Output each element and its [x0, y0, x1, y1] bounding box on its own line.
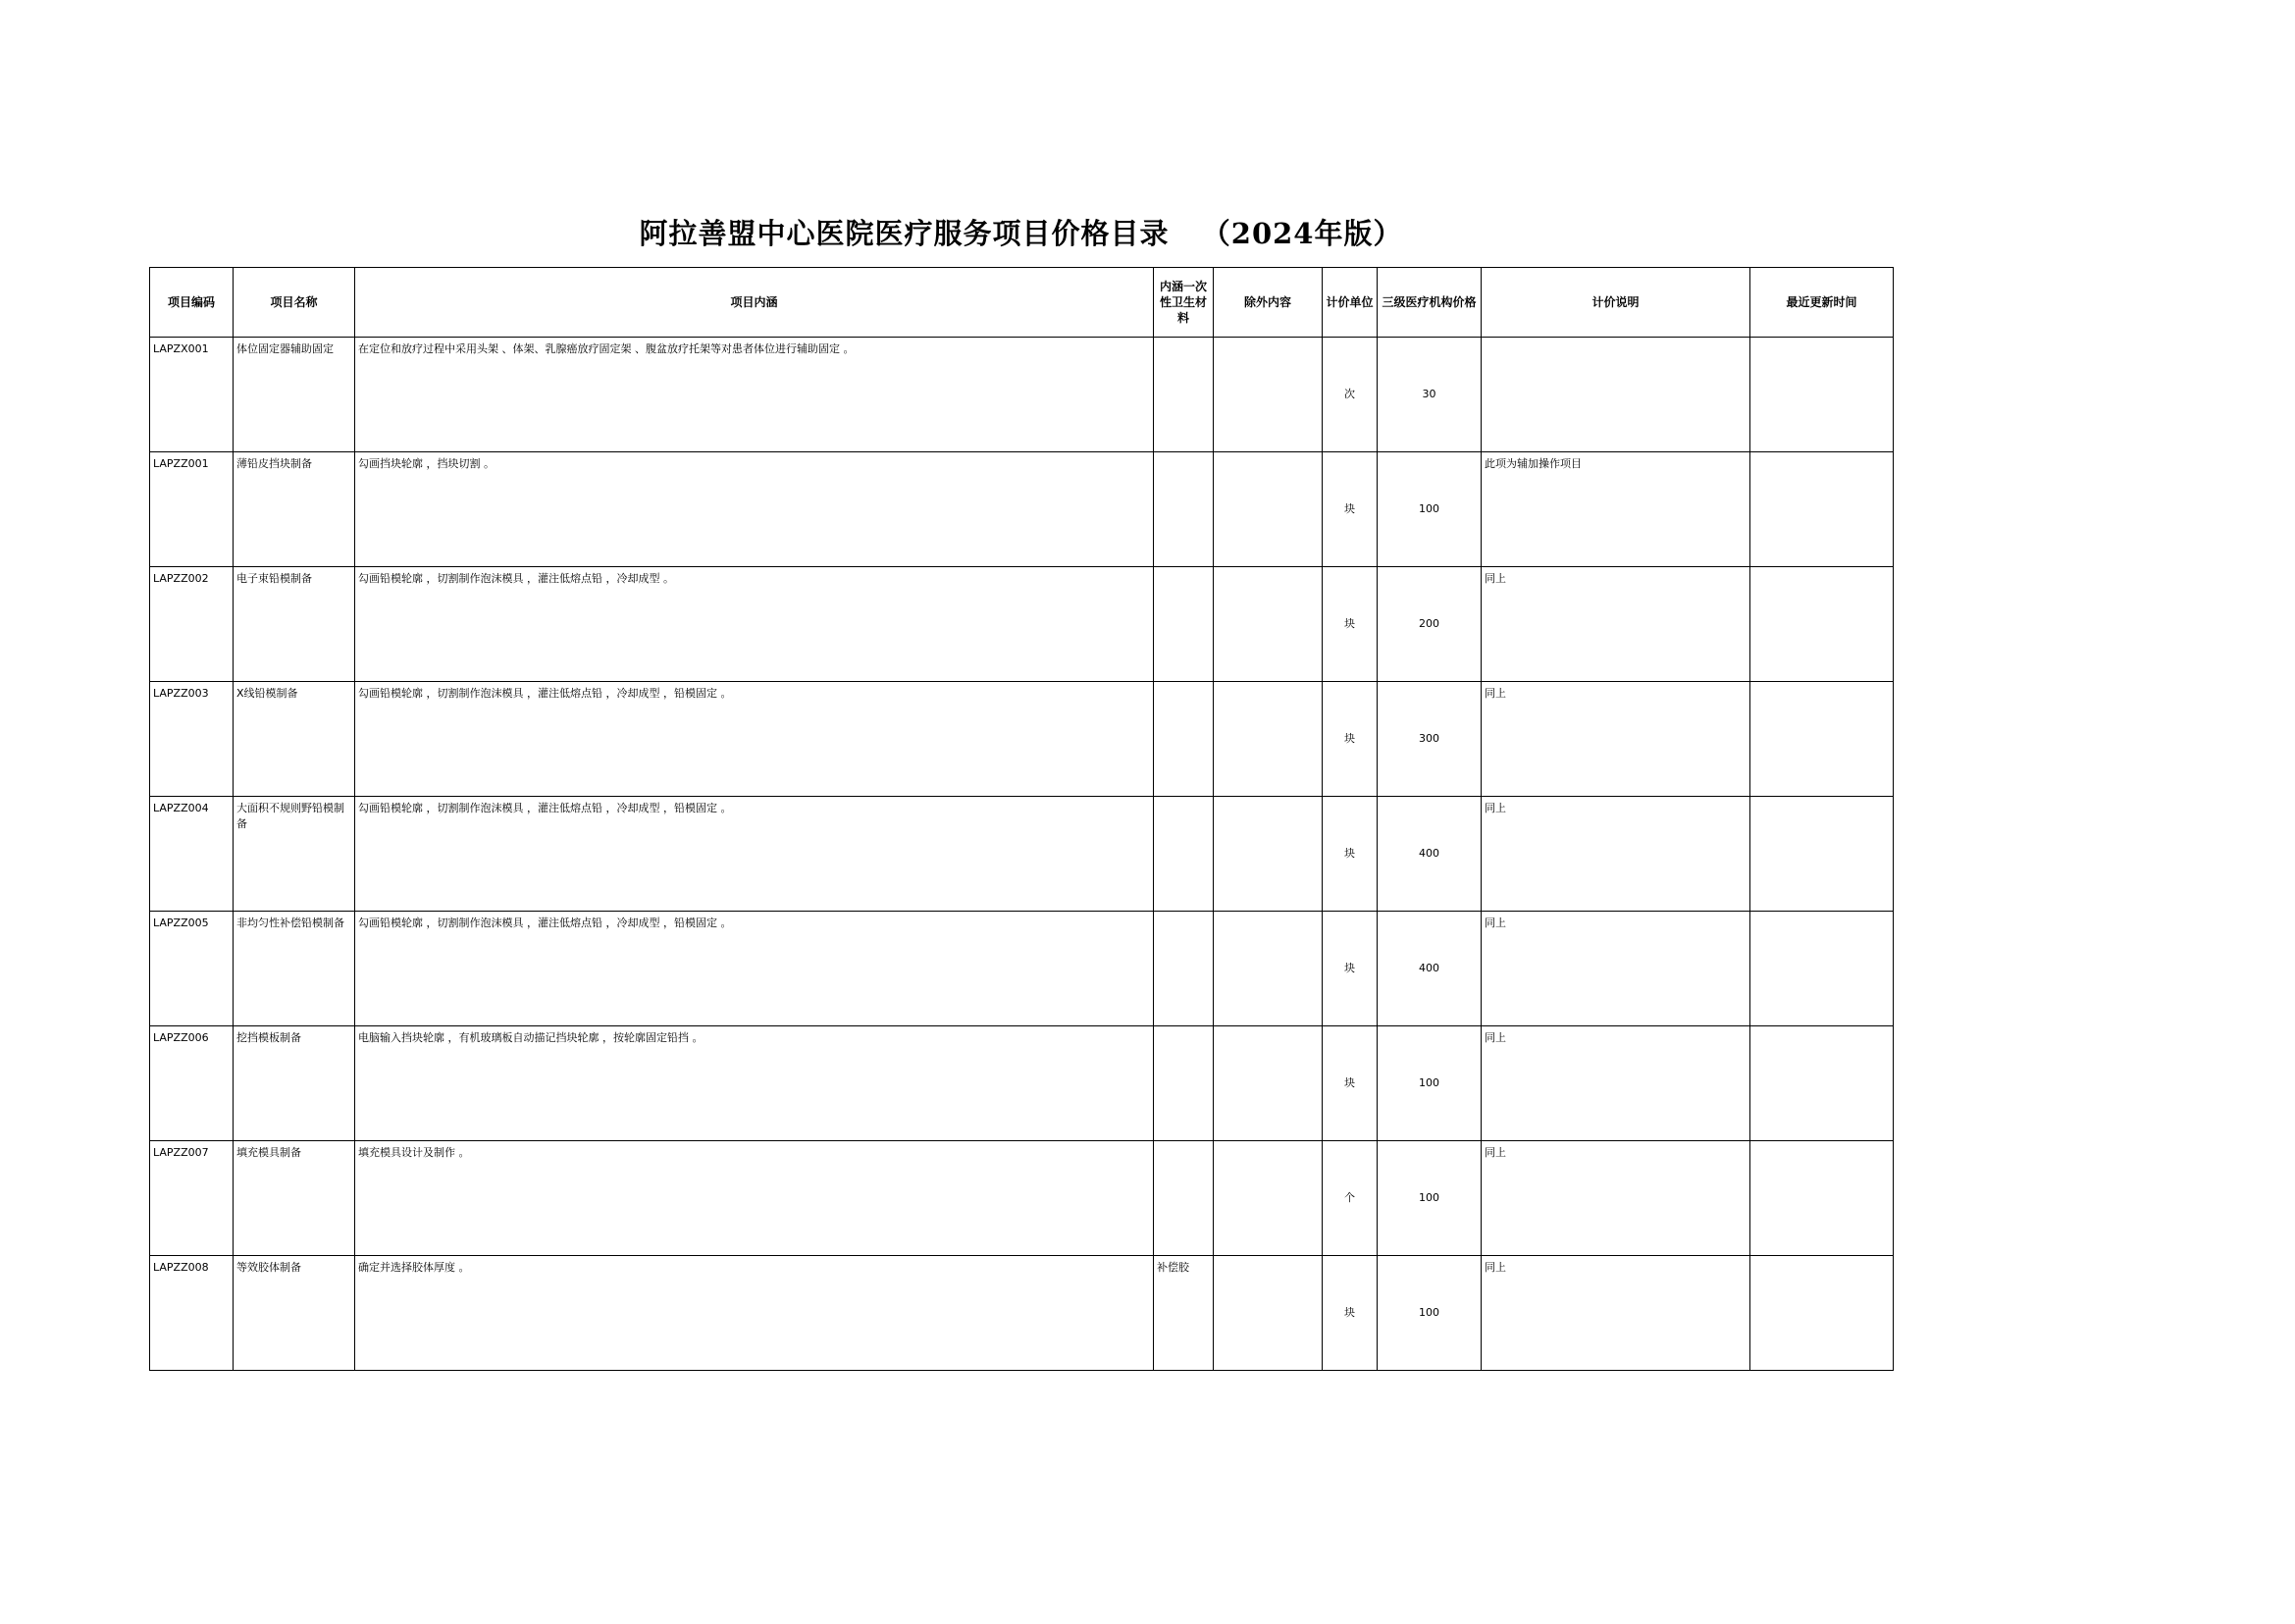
cell-consumable: [1154, 1026, 1214, 1141]
cell-updated: [1750, 682, 1894, 797]
cell-name: 薄铅皮挡块制备: [234, 452, 355, 567]
table-row: [150, 338, 1894, 452]
cell-code: LAPZZ008: [150, 1256, 234, 1371]
cell-code: LAPZZ007: [150, 1141, 234, 1256]
header-exclusion: 除外内容: [1214, 268, 1323, 338]
cell-consumable: [1154, 797, 1214, 912]
table-row: [150, 1141, 1894, 1256]
header-updated: 最近更新时间: [1750, 268, 1894, 338]
table-row: [150, 1026, 1894, 1141]
cell-updated: [1750, 912, 1894, 1026]
cell-content: 勾画铅模轮廓 ，切割制作泡沫模具 ，灌注低熔点铅 ，冷却成型 ，铅模固定 。: [355, 912, 1154, 1026]
cell-content: 勾画铅模轮廓 ，切割制作泡沫模具 ，灌注低熔点铅 ，冷却成型 ，铅模固定 。: [355, 682, 1154, 797]
cell-name: 填充模具制备: [234, 1141, 355, 1256]
cell-code: LAPZZ003: [150, 682, 234, 797]
page-title: 阿拉善盟中心医院医疗服务项目价格目录 （2024年版）: [639, 217, 1403, 250]
cell-consumable: [1154, 1141, 1214, 1256]
header-content: 项目内涵: [355, 268, 1154, 338]
cell-consumable: [1154, 338, 1214, 452]
cell-content: 确定并选择胶体厚度 。: [355, 1256, 1154, 1371]
table-body: [150, 338, 1894, 1371]
cell-exclusion: [1214, 452, 1323, 567]
cell-note: 同上: [1482, 682, 1750, 797]
cell-note: 同上: [1482, 797, 1750, 912]
cell-code: LAPZZ006: [150, 1026, 234, 1141]
header-name: 项目名称: [234, 268, 355, 338]
cell-consumable: [1154, 452, 1214, 567]
cell-note: 同上: [1482, 1026, 1750, 1141]
cell-note: [1482, 338, 1750, 452]
table-row: [150, 452, 1894, 567]
table-header-row: [150, 268, 1894, 338]
cell-price: 300: [1378, 682, 1482, 797]
cell-unit: 块: [1323, 1256, 1378, 1371]
cell-unit: 块: [1323, 912, 1378, 1026]
cell-note: 同上: [1482, 912, 1750, 1026]
cell-content: 勾画铅模轮廓 ，切割制作泡沫模具 ，灌注低熔点铅 ，冷却成型 。: [355, 567, 1154, 682]
cell-updated: [1750, 567, 1894, 682]
cell-consumable: 补偿胶: [1154, 1256, 1214, 1371]
cell-updated: [1750, 1141, 1894, 1256]
cell-exclusion: [1214, 1141, 1323, 1256]
cell-name: 体位固定器辅助固定: [234, 338, 355, 452]
cell-price: 400: [1378, 912, 1482, 1026]
cell-code: LAPZZ005: [150, 912, 234, 1026]
cell-unit: 块: [1323, 567, 1378, 682]
table-row: [150, 797, 1894, 912]
header-unit: 计价单位: [1323, 268, 1378, 338]
cell-name: 挖挡模板制备: [234, 1026, 355, 1141]
cell-unit: 次: [1323, 338, 1378, 452]
table-row: [150, 912, 1894, 1026]
cell-exclusion: [1214, 1026, 1323, 1141]
cell-content: 填充模具设计及制作 。: [355, 1141, 1154, 1256]
cell-exclusion: [1214, 338, 1323, 452]
cell-unit: 个: [1323, 1141, 1378, 1256]
cell-updated: [1750, 338, 1894, 452]
cell-exclusion: [1214, 1256, 1323, 1371]
cell-name: 大面积不规则野铅模制备: [234, 797, 355, 912]
cell-exclusion: [1214, 797, 1323, 912]
cell-code: LAPZZ001: [150, 452, 234, 567]
cell-name: 非均匀性补偿铅模制备: [234, 912, 355, 1026]
cell-unit: 块: [1323, 797, 1378, 912]
cell-price: 100: [1378, 1141, 1482, 1256]
cell-code: LAPZX001: [150, 338, 234, 452]
cell-unit: 块: [1323, 452, 1378, 567]
cell-note: 此项为辅加操作项目: [1482, 452, 1750, 567]
cell-content: 勾画铅模轮廓 ，切割制作泡沫模具 ，灌注低熔点铅 ，冷却成型 ，铅模固定 。: [355, 797, 1154, 912]
cell-consumable: [1154, 682, 1214, 797]
cell-price: 100: [1378, 1026, 1482, 1141]
cell-note: 同上: [1482, 567, 1750, 682]
cell-code: LAPZZ002: [150, 567, 234, 682]
cell-note: 同上: [1482, 1256, 1750, 1371]
cell-price: 100: [1378, 1256, 1482, 1371]
cell-consumable: [1154, 567, 1214, 682]
cell-price: 30: [1378, 338, 1482, 452]
cell-updated: [1750, 452, 1894, 567]
cell-updated: [1750, 1026, 1894, 1141]
table-row: [150, 682, 1894, 797]
cell-name: 等效胶体制备: [234, 1256, 355, 1371]
header-price: 三级医疗机构价格: [1378, 268, 1482, 338]
cell-exclusion: [1214, 567, 1323, 682]
cell-unit: 块: [1323, 1026, 1378, 1141]
cell-content: 电脑输入挡块轮廓 ，有机玻璃板自动描记挡块轮廓 ，按轮廓固定铅挡 。: [355, 1026, 1154, 1141]
cell-exclusion: [1214, 682, 1323, 797]
price-table: [149, 267, 1894, 1371]
header-code: 项目编码: [150, 268, 234, 338]
cell-updated: [1750, 1256, 1894, 1371]
table-row: [150, 1256, 1894, 1371]
cell-content: 在定位和放疗过程中采用头架 、体架、乳腺癌放疗固定架 、腹盆放疗托架等对患者体位进行辅助固定 。: [355, 338, 1154, 452]
cell-name: 电子束铅模制备: [234, 567, 355, 682]
cell-updated: [1750, 797, 1894, 912]
cell-content: 勾画挡块轮廓 ，挡块切割 。: [355, 452, 1154, 567]
header-note: 计价说明: [1482, 268, 1750, 338]
cell-note: 同上: [1482, 1141, 1750, 1256]
cell-code: LAPZZ004: [150, 797, 234, 912]
cell-price: 400: [1378, 797, 1482, 912]
cell-price: 100: [1378, 452, 1482, 567]
cell-price: 200: [1378, 567, 1482, 682]
cell-name: X线铅模制备: [234, 682, 355, 797]
table-row: [150, 567, 1894, 682]
cell-consumable: [1154, 912, 1214, 1026]
cell-unit: 块: [1323, 682, 1378, 797]
header-consumable: 内涵一次性卫生材料: [1154, 268, 1214, 338]
cell-exclusion: [1214, 912, 1323, 1026]
